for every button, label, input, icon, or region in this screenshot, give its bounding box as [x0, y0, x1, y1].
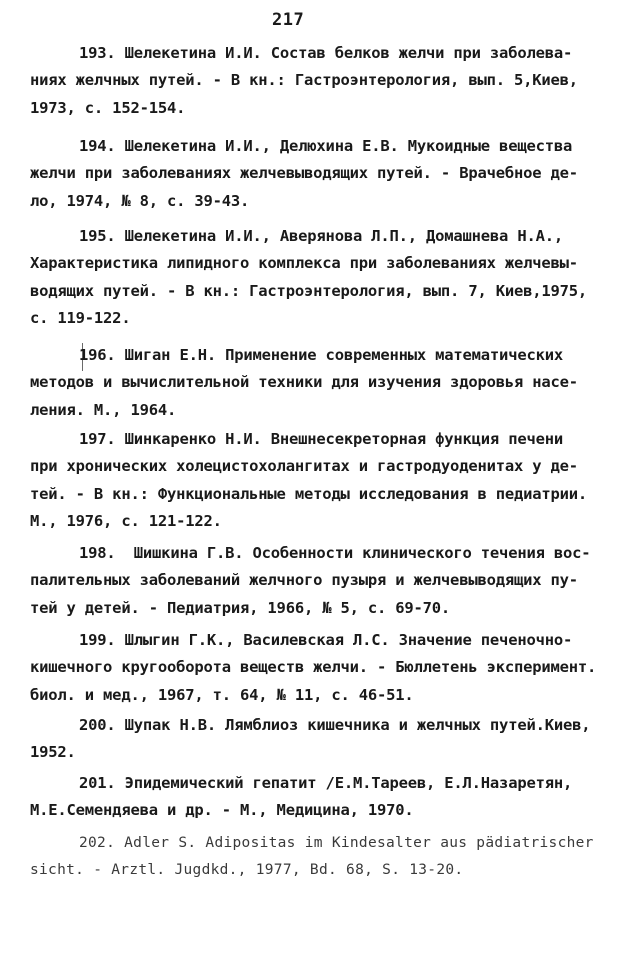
reference-198 [30, 540, 600, 622]
reference-line: тей. - В кн.: Функциональные методы исследования в педиатрии. [30, 484, 588, 503]
reference-194 [30, 133, 600, 215]
reference-200 [30, 712, 600, 767]
reference-line: 1952. [30, 743, 76, 762]
reference-line: при хронических холецистохолангитах и гастродуоденитах у де- [30, 457, 578, 476]
reference-line: М.Е.Семендяева и др. - М., Медицина, 1970. [30, 801, 414, 820]
reference-line: ления. М., 1964. [30, 400, 177, 419]
reference-line: биол. и мед., 1967, т. 64, № 11, с. 46-51. [30, 685, 414, 704]
reference-line: 202. Adler S. Adipositas im Kindesalter aus pädiatrischer [79, 835, 594, 851]
reference-line: желчи при заболеваниях желчевыводящих путей. - Врачебное де- [30, 164, 578, 183]
reference-196 [30, 342, 600, 424]
reference-193 [30, 40, 600, 122]
page-number: 217 [272, 10, 305, 30]
reference-line: 201. Эпидемический гепатит /Е.М.Тареев, Е.Л.Назаретян, [79, 774, 573, 792]
reference-197 [30, 426, 600, 535]
reference-line: с. 119-122. [30, 308, 131, 327]
reference-line: 196. Шиган Е.Н. Применение современных математических [79, 346, 563, 364]
reference-line: 198. Шишкина Г.В. Особенности клинического течения вос- [79, 544, 591, 562]
reference-line: 1973, с. 152-154. [30, 98, 186, 117]
reference-line: тей у детей. - Педиатрия, 1966, № 5, с. 69-70. [30, 598, 451, 617]
reference-line: М., 1976, с. 121-122. [30, 511, 222, 530]
reference-line: 199. Шлыгин Г.К., Василевская Л.С. Значение печеночно- [79, 631, 573, 649]
reference-line: 195. Шелекетина И.И., Аверянова Л.П., Домашнева Н.А., [79, 227, 563, 245]
reference-line: sicht. - Arztl. Jugdkd., 1977, Bd. 68, S. 13-20. [30, 862, 464, 879]
reference-201 [30, 770, 600, 825]
reference-line: кишечного кругооборота веществ желчи. - Бюллетень эксперимент. [30, 658, 597, 677]
reference-195 [30, 223, 600, 332]
reference-line: ло, 1974, № 8, с. 39-43. [30, 191, 250, 210]
reference-199 [30, 627, 600, 709]
reference-line: ниях желчных путей. - В кн.: Гастроэнтерология, вып. 5,Киев, [30, 71, 578, 90]
reference-line: 197. Шинкаренко Н.И. Внешнесекреторная функция печени [79, 430, 563, 448]
reference-line: 193. Шелекетина И.И. Состав белков желчи при заболева- [79, 44, 573, 62]
reference-line: водящих путей. - В кн.: Гастроэнтерология, вып. 7, Киев,1975, [30, 281, 588, 300]
reference-line: методов и вычислительной техники для изучения здоровья насе- [30, 373, 578, 392]
reference-line: палительных заболеваний желчного пузыря и желчевыводящих пу- [30, 571, 578, 590]
reference-line: Характеристика липидного комплекса при заболеваниях желчевы- [30, 254, 578, 273]
reference-line: 194. Шелекетина И.И., Делюхина Е.В. Мукоидные вещества [79, 137, 573, 155]
reference-202 [30, 830, 600, 885]
reference-line: 200. Шупак Н.В. Лямблиоз кишечника и желчных путей.Киев, [79, 716, 591, 734]
